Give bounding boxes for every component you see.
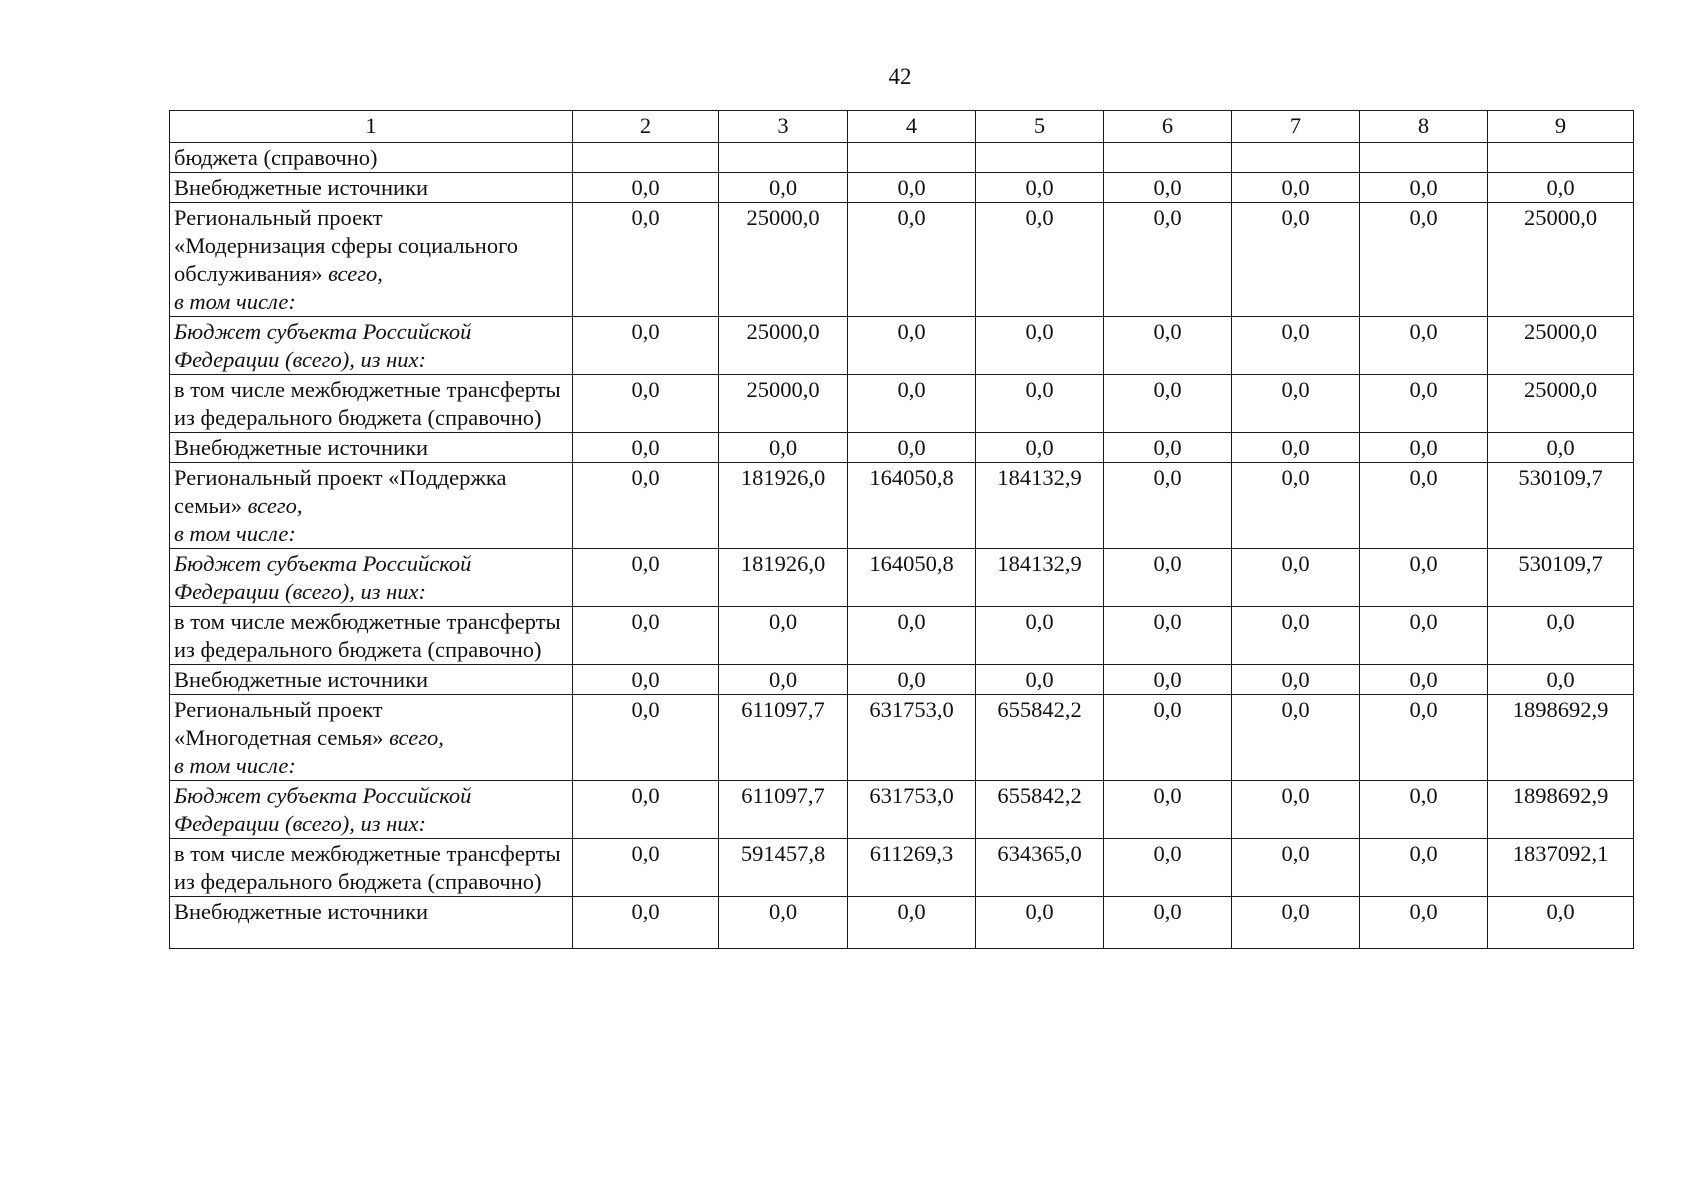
value-cell: 25000,0 (719, 317, 848, 375)
value-cell: 0,0 (573, 781, 719, 839)
value-cell: 0,0 (976, 665, 1104, 695)
value-cell (1488, 143, 1634, 173)
table-row (170, 433, 1634, 463)
value-cell: 0,0 (1104, 897, 1232, 949)
value-cell (976, 143, 1104, 173)
value-cell: 0,0 (1360, 665, 1488, 695)
value-cell: 0,0 (1104, 433, 1232, 463)
value-cell: 0,0 (573, 897, 719, 949)
table-row (170, 665, 1634, 695)
column-header: 6 (1104, 111, 1232, 143)
column-header: 8 (1360, 111, 1488, 143)
value-cell: 0,0 (1104, 665, 1232, 695)
value-cell: 0,0 (573, 839, 719, 897)
table-row (170, 375, 1634, 433)
value-cell: 0,0 (1104, 839, 1232, 897)
value-cell: 0,0 (1360, 375, 1488, 433)
row-label: бюджета (справочно) (170, 143, 573, 173)
value-cell: 184132,9 (976, 549, 1104, 607)
value-cell: 0,0 (1488, 173, 1634, 203)
value-cell: 181926,0 (719, 549, 848, 607)
value-cell: 25000,0 (719, 203, 848, 317)
value-cell: 0,0 (976, 317, 1104, 375)
value-cell: 0,0 (1488, 897, 1634, 949)
value-cell (573, 143, 719, 173)
value-cell: 0,0 (1232, 695, 1360, 781)
row-label: Внебюджетные источники (170, 433, 573, 463)
value-cell: 611097,7 (719, 781, 848, 839)
value-cell (719, 143, 848, 173)
value-cell: 0,0 (1360, 173, 1488, 203)
row-label: Бюджет субъекта Российской Федерации (всего), из них: (170, 549, 573, 607)
value-cell: 0,0 (573, 665, 719, 695)
value-cell: 0,0 (848, 375, 976, 433)
row-label: Внебюджетные источники (170, 897, 573, 949)
value-cell: 631753,0 (848, 781, 976, 839)
value-cell: 0,0 (976, 897, 1104, 949)
value-cell: 0,0 (1104, 317, 1232, 375)
value-cell: 0,0 (1360, 897, 1488, 949)
value-cell: 0,0 (1488, 607, 1634, 665)
value-cell: 0,0 (976, 173, 1104, 203)
row-label: в том числе межбюджетные трансферты из федерального бюджета (справочно) (170, 607, 573, 665)
table-row (170, 173, 1634, 203)
row-label: в том числе межбюджетные трансферты из федерального бюджета (справочно) (170, 375, 573, 433)
value-cell: 0,0 (573, 607, 719, 665)
value-cell: 0,0 (1232, 433, 1360, 463)
value-cell (1232, 143, 1360, 173)
table-row (170, 463, 1634, 549)
value-cell: 0,0 (573, 375, 719, 433)
value-cell: 530109,7 (1488, 463, 1634, 549)
value-cell: 0,0 (1104, 781, 1232, 839)
value-cell: 0,0 (1232, 897, 1360, 949)
value-cell: 164050,8 (848, 463, 976, 549)
value-cell: 0,0 (1360, 781, 1488, 839)
column-header: 9 (1488, 111, 1634, 143)
value-cell: 0,0 (1488, 665, 1634, 695)
value-cell: 25000,0 (1488, 203, 1634, 317)
value-cell: 0,0 (1360, 203, 1488, 317)
value-cell: 0,0 (719, 173, 848, 203)
table-header-row (170, 111, 1634, 143)
value-cell: 0,0 (1104, 173, 1232, 203)
value-cell: 0,0 (848, 203, 976, 317)
value-cell: 181926,0 (719, 463, 848, 549)
value-cell: 0,0 (1488, 433, 1634, 463)
value-cell: 0,0 (1232, 549, 1360, 607)
value-cell: 0,0 (1104, 203, 1232, 317)
table-row (170, 607, 1634, 665)
value-cell: 164050,8 (848, 549, 976, 607)
value-cell: 0,0 (848, 433, 976, 463)
budget-table (169, 110, 1634, 949)
value-cell: 0,0 (1104, 607, 1232, 665)
value-cell: 0,0 (573, 203, 719, 317)
value-cell: 0,0 (848, 317, 976, 375)
value-cell: 0,0 (976, 607, 1104, 665)
column-header: 4 (848, 111, 976, 143)
value-cell: 0,0 (719, 607, 848, 665)
value-cell: 25000,0 (1488, 317, 1634, 375)
value-cell: 0,0 (1232, 173, 1360, 203)
value-cell: 0,0 (1232, 665, 1360, 695)
value-cell: 0,0 (1360, 433, 1488, 463)
value-cell: 0,0 (1232, 781, 1360, 839)
value-cell: 0,0 (1104, 549, 1232, 607)
value-cell: 0,0 (573, 317, 719, 375)
value-cell: 655842,2 (976, 695, 1104, 781)
value-cell: 0,0 (1360, 839, 1488, 897)
value-cell: 0,0 (848, 897, 976, 949)
value-cell (1360, 143, 1488, 173)
page-number: 42 (888, 64, 912, 89)
value-cell: 0,0 (1360, 695, 1488, 781)
table-row (170, 695, 1634, 781)
value-cell: 0,0 (1104, 463, 1232, 549)
table-row (170, 549, 1634, 607)
value-cell: 0,0 (573, 433, 719, 463)
column-header: 2 (573, 111, 719, 143)
value-cell: 0,0 (1232, 607, 1360, 665)
row-label: Бюджет субъекта Российской Федерации (всего), из них: (170, 781, 573, 839)
value-cell: 0,0 (976, 203, 1104, 317)
value-cell: 530109,7 (1488, 549, 1634, 607)
value-cell: 631753,0 (848, 695, 976, 781)
value-cell: 0,0 (719, 665, 848, 695)
value-cell: 0,0 (1232, 203, 1360, 317)
value-cell (848, 143, 976, 173)
column-header: 7 (1232, 111, 1360, 143)
value-cell: 1898692,9 (1488, 781, 1634, 839)
value-cell: 0,0 (976, 375, 1104, 433)
value-cell: 0,0 (1104, 375, 1232, 433)
value-cell: 0,0 (1360, 463, 1488, 549)
value-cell: 0,0 (848, 607, 976, 665)
table-row (170, 203, 1634, 317)
value-cell: 0,0 (1232, 463, 1360, 549)
value-cell: 184132,9 (976, 463, 1104, 549)
value-cell: 0,0 (1360, 317, 1488, 375)
table-body (170, 111, 1634, 949)
value-cell: 0,0 (573, 463, 719, 549)
table-row (170, 839, 1634, 897)
column-header: 5 (976, 111, 1104, 143)
value-cell: 0,0 (573, 549, 719, 607)
value-cell: 0,0 (1232, 839, 1360, 897)
row-label: Региональный проект «Поддержка семьи» всего, в том числе: (170, 463, 573, 549)
table-row (170, 781, 1634, 839)
value-cell: 0,0 (719, 897, 848, 949)
table-row (170, 143, 1634, 173)
value-cell: 0,0 (1232, 317, 1360, 375)
value-cell: 1837092,1 (1488, 839, 1634, 897)
row-label: Региональный проект «Модернизация сферы социального обслуживания» всего, в том числе: (170, 203, 573, 317)
row-label: Региональный проект «Многодетная семья» всего, в том числе: (170, 695, 573, 781)
row-label: Бюджет субъекта Российской Федерации (всего), из них: (170, 317, 573, 375)
value-cell: 0,0 (1360, 607, 1488, 665)
value-cell: 611269,3 (848, 839, 976, 897)
table-row (170, 897, 1634, 949)
row-label: в том числе межбюджетные трансферты из федерального бюджета (справочно) (170, 839, 573, 897)
row-label: Внебюджетные источники (170, 173, 573, 203)
value-cell: 0,0 (573, 695, 719, 781)
value-cell: 0,0 (1360, 549, 1488, 607)
value-cell: 591457,8 (719, 839, 848, 897)
value-cell: 0,0 (976, 433, 1104, 463)
value-cell: 0,0 (573, 173, 719, 203)
row-label: Внебюджетные источники (170, 665, 573, 695)
column-header: 1 (170, 111, 573, 143)
value-cell: 0,0 (1232, 375, 1360, 433)
value-cell: 1898692,9 (1488, 695, 1634, 781)
value-cell: 634365,0 (976, 839, 1104, 897)
column-header: 3 (719, 111, 848, 143)
value-cell: 655842,2 (976, 781, 1104, 839)
value-cell: 0,0 (848, 665, 976, 695)
value-cell: 0,0 (719, 433, 848, 463)
value-cell: 0,0 (848, 173, 976, 203)
table-row (170, 317, 1634, 375)
value-cell: 0,0 (1104, 695, 1232, 781)
value-cell: 611097,7 (719, 695, 848, 781)
value-cell (1104, 143, 1232, 173)
value-cell: 25000,0 (719, 375, 848, 433)
value-cell: 25000,0 (1488, 375, 1634, 433)
